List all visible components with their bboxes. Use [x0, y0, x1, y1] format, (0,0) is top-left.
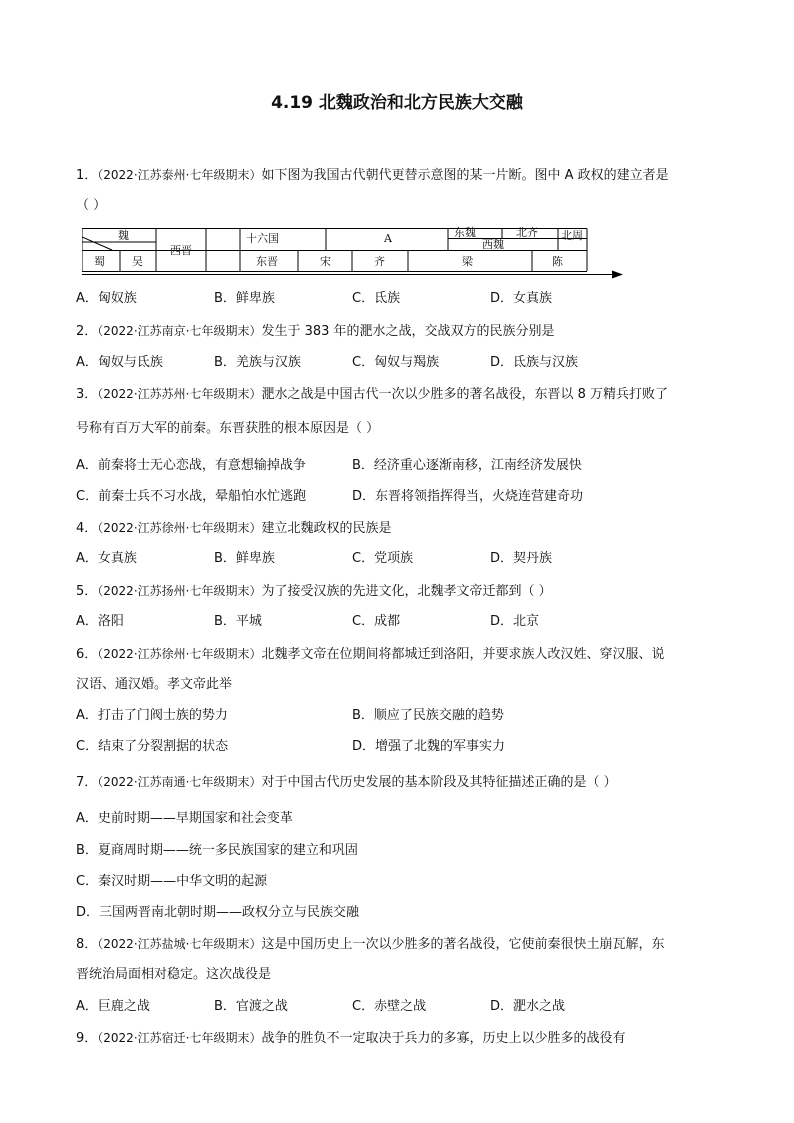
label-wei: 魏 — [118, 229, 129, 242]
q8-option-c: C．赤壁之战 — [352, 999, 427, 1014]
label-shu: 蜀 — [94, 255, 105, 268]
q5-option-c: C．成都 — [352, 614, 401, 629]
question-6-stem — [76, 646, 664, 663]
q1-option-b: B．鲜卑族 — [214, 291, 275, 306]
question-1-stem — [76, 167, 669, 184]
q8-option-a: A．巨鹿之战 — [76, 999, 150, 1014]
q3-option-a: A．前秦将士无心恋战，有意想输掉战争 — [76, 458, 306, 473]
q7-option-a: A．史前时期——早期国家和社会变革 — [76, 811, 293, 826]
question-number: 1． — [76, 168, 98, 183]
question-number: 9． — [76, 1031, 98, 1046]
q7-option-d: D．三国两晋南北朝时期——政权分立与民族交融 — [76, 905, 360, 920]
question-source: （2022·江苏盐城·七年级期末） — [97, 937, 262, 951]
question-3-stem-cont: 号称有百万大军的前秦。东晋获胜的根本原因是（ ） — [76, 421, 380, 436]
question-text: 淝水之战是中国古代一次以少胜多的著名战役，东晋以 8 万精兵打败了 — [261, 387, 668, 402]
question-source: （2022·江苏徐州·七年级期末） — [97, 521, 262, 535]
q8-option-b: B．官渡之战 — [214, 999, 288, 1014]
question-source: （2022·江苏南通·七年级期末） — [97, 775, 262, 789]
label-liang: 梁 — [462, 255, 473, 268]
dynasty-timeline-figure — [82, 225, 628, 280]
q6-option-c: C．结束了分裂割据的状态 — [76, 739, 229, 754]
question-source: （2022·江苏苏州·七年级期末） — [97, 387, 262, 401]
page-title: 4.19 北魏政治和北方民族大交融 — [271, 93, 523, 113]
q2-option-b: B．羌族与汉族 — [214, 355, 301, 370]
label-beizhou: 北周 — [561, 229, 583, 242]
question-source: （2022·江苏宿迁·七年级期末） — [97, 1031, 262, 1045]
label-dongjin: 东晋 — [256, 255, 278, 268]
q2-option-a: A．匈奴与氐族 — [76, 355, 163, 370]
timeline-grid — [82, 225, 628, 280]
question-4-stem — [76, 520, 391, 537]
q5-option-b: B．平城 — [214, 614, 262, 629]
question-text: 战争的胜负不一定取决于兵力的多寡，历史上以少胜多的战役有 — [261, 1031, 626, 1046]
question-source: （2022·江苏南京·七年级期末） — [97, 324, 262, 338]
question-number: 6． — [76, 647, 98, 662]
question-text: 对于中国古代历史发展的基本阶段及其特征描述正确的是（ ） — [261, 775, 617, 790]
question-text: 建立北魏政权的民族是 — [261, 521, 392, 536]
question-number: 4． — [76, 521, 98, 536]
question-number: 7． — [76, 775, 98, 790]
question-number: 3． — [76, 387, 98, 402]
question-8-stem — [76, 936, 664, 953]
label-song: 宋 — [320, 255, 331, 268]
q2-option-c: C．匈奴与羯族 — [352, 355, 440, 370]
label-shiliuguo: 十六国 — [246, 232, 279, 245]
q4-option-c: C．党项族 — [352, 551, 414, 566]
question-number: 8． — [76, 937, 98, 952]
q5-option-d: D．北京 — [490, 614, 540, 629]
q7-option-b: B．夏商周时期——统一多民族国家的建立和巩固 — [76, 843, 358, 858]
label-xijin: 西晋 — [170, 244, 192, 257]
q1-option-c: C．氐族 — [352, 291, 401, 306]
q6-option-b: B．顺应了民族交融的趋势 — [352, 708, 504, 723]
q4-option-d: D．契丹族 — [490, 551, 553, 566]
question-9-stem — [76, 1030, 625, 1047]
question-text: 发生于 383 年的淝水之战，交战双方的民族分别是 — [261, 324, 555, 339]
question-5-stem — [76, 583, 552, 600]
q1-option-d: D．女真族 — [490, 291, 553, 306]
question-text: 北魏孝文帝在位期间将都城迁到洛阳，并要求族人改汉姓、穿汉服、说 — [261, 647, 665, 662]
label-dongwei: 东魏 — [454, 226, 476, 239]
label-xiwei: 西魏 — [482, 238, 504, 251]
question-2-stem — [76, 323, 555, 340]
q3-option-b: B．经济重心逐渐南移，江南经济发展快 — [352, 458, 582, 473]
question-1-stem-cont: （ ） — [76, 198, 107, 213]
question-source: （2022·江苏泰州·七年级期末） — [97, 168, 262, 182]
q6-option-d: D．增强了北魏的军事实力 — [352, 739, 506, 754]
q7-option-c: C．秦汉时期——中华文明的起源 — [76, 874, 268, 889]
q2-option-d: D．氐族与汉族 — [490, 355, 579, 370]
q1-option-a: A．匈奴族 — [76, 291, 137, 306]
q4-option-b: B．鲜卑族 — [214, 551, 275, 566]
question-text: 如下图为我国古代朝代更替示意图的某一片断。图中 A 政权的建立者是 — [261, 168, 669, 183]
q8-option-d: D．淝水之战 — [490, 999, 566, 1014]
label-beiqi: 北齐 — [516, 226, 538, 239]
label-chen: 陈 — [552, 255, 563, 268]
question-text: 这是中国历史上一次以少胜多的著名战役，它使前秦很快土崩瓦解，东 — [261, 937, 665, 952]
question-source: （2022·江苏徐州·七年级期末） — [97, 647, 262, 661]
q6-option-a: A．打击了门阀士族的势力 — [76, 708, 228, 723]
question-7-stem — [76, 774, 617, 791]
question-number: 2． — [76, 324, 98, 339]
label-A: A — [384, 232, 392, 245]
question-number: 5． — [76, 584, 98, 599]
question-8-stem-cont: 晋统治局面相对稳定。这次战役是 — [76, 967, 272, 982]
question-6-stem-cont: 汉语、通汉婚。孝文帝此举 — [76, 677, 233, 692]
question-source: （2022·江苏扬州·七年级期末） — [97, 584, 262, 598]
question-3-stem — [76, 386, 668, 403]
q3-option-c: C．前秦士兵不习水战，晕船怕水忙逃跑 — [76, 489, 307, 504]
q5-option-a: A．洛阳 — [76, 614, 124, 629]
q4-option-a: A．女真族 — [76, 551, 137, 566]
question-text: 为了接受汉族的先进文化，北魏孝文帝迁都到（ ） — [261, 584, 552, 599]
label-qi: 齐 — [374, 255, 385, 268]
q3-option-d: D．东晋将领指挥得当，火烧连营建奇功 — [352, 489, 584, 504]
label-wu: 吴 — [132, 255, 143, 268]
